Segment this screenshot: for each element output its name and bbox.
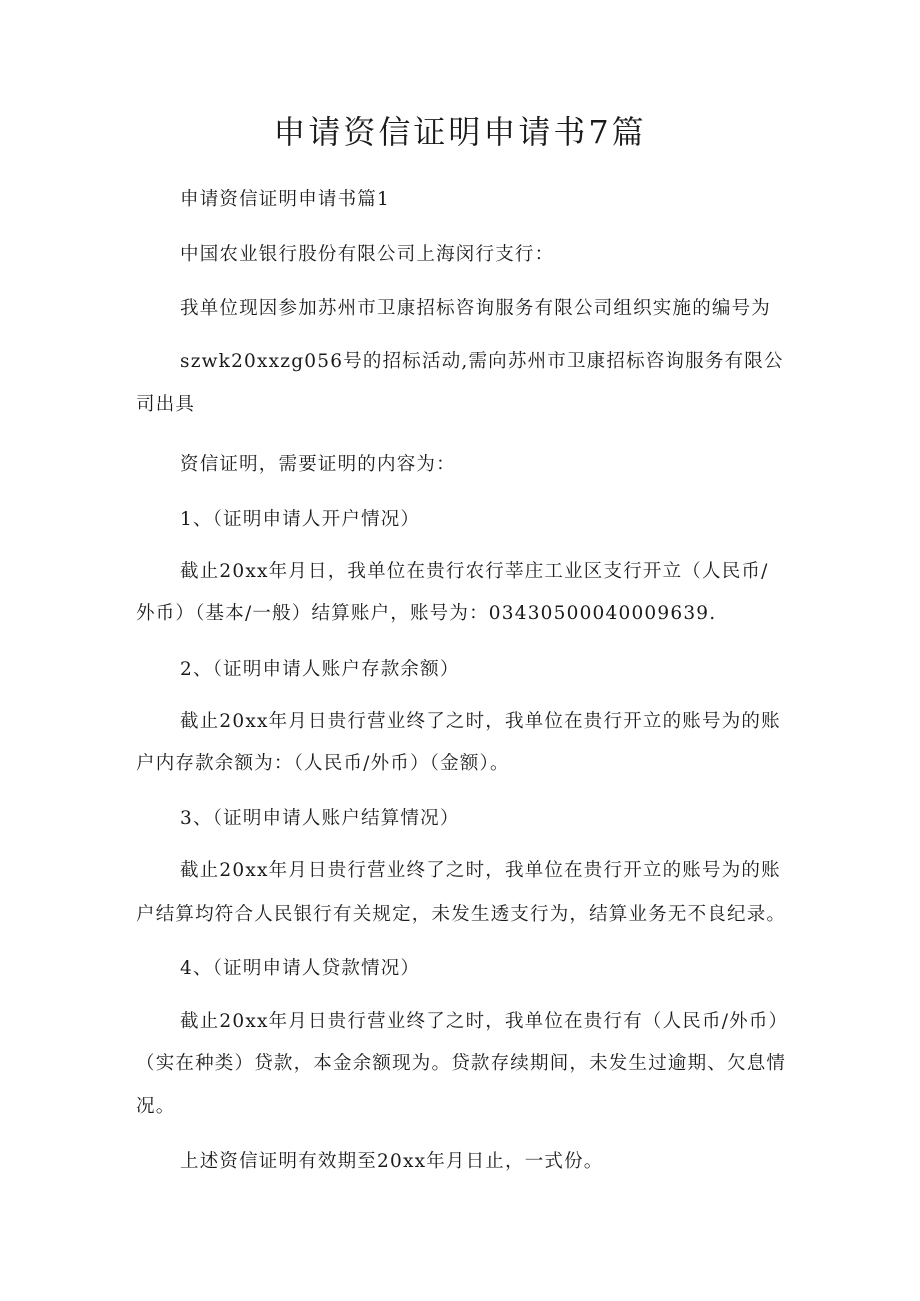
item-1-heading: 1、（证明申请人开户情况） bbox=[180, 509, 421, 530]
document-title: 申请资信证明申请书7篇 bbox=[273, 113, 647, 151]
item-1-line-1: 截止20xx年月日，我单位在贵行农行莘庄工业区支行开立（人民币/ bbox=[180, 561, 769, 582]
item-4-line-3: 况。 bbox=[136, 1096, 176, 1117]
item-1-line-2: 外币）（基本/一般）结算账户，账号为：03430500040009639. bbox=[136, 603, 717, 624]
content-intro: 资信证明，需要证明的内容为： bbox=[180, 454, 456, 475]
item-3-heading: 3、（证明申请人账户结算情况） bbox=[180, 808, 460, 829]
item-4-line-2: （实在种类）贷款，本金余额现为。贷款存续期间，未发生过逾期、欠息情 bbox=[136, 1053, 787, 1074]
intro-line-2: szwk20xxzg056号的招标活动,需向苏州市卫康招标咨询服务有限公 bbox=[180, 351, 784, 372]
intro-line-1: 我单位现因参加苏州市卫康招标咨询服务有限公司组织实施的编号为 bbox=[180, 298, 772, 319]
validity-statement: 上述资信证明有效期至20xx年月日止，一式份。 bbox=[180, 1151, 604, 1172]
item-4-heading: 4、（证明申请人贷款情况） bbox=[180, 958, 421, 979]
item-3-line-1: 截止20xx年月日贵行营业终了之时，我单位在贵行开立的账号为的账 bbox=[180, 860, 781, 881]
section-heading: 申请资信证明申请书篇1 bbox=[180, 189, 390, 210]
addressee: 中国农业银行股份有限公司上海闵行支行： bbox=[180, 244, 555, 265]
item-4-line-1: 截止20xx年月日贵行营业终了之时，我单位在贵行有（人民币/外币） bbox=[180, 1011, 789, 1032]
item-2-line-2: 户内存款余额为：（人民币/外币）（金额）。 bbox=[136, 753, 510, 774]
item-3-line-2: 户结算均符合人民银行有关规定，未发生透支行为，结算业务无不良纪录。 bbox=[136, 904, 787, 925]
item-2-line-1: 截止20xx年月日贵行营业终了之时，我单位在贵行开立的账号为的账 bbox=[180, 711, 781, 732]
intro-line-3: 司出具 bbox=[136, 394, 196, 415]
item-2-heading: 2、（证明申请人账户存款余额） bbox=[180, 659, 460, 680]
